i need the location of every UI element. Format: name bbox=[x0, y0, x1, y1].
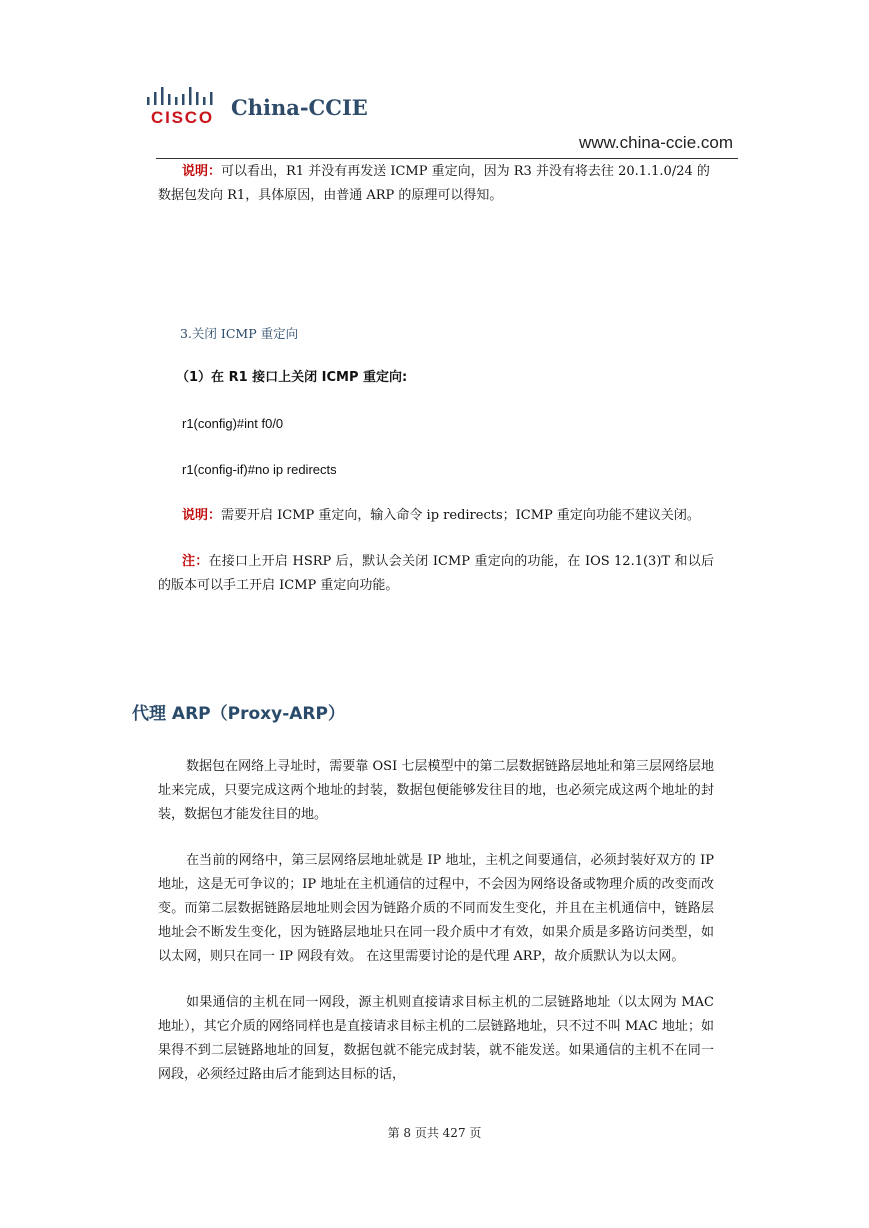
cisco-wordmark: CISCO bbox=[151, 108, 214, 127]
header-divider bbox=[156, 158, 738, 159]
page-footer: 第 8 页共 427 页 bbox=[387, 1126, 482, 1140]
step-title: （1）在 R1 接口上关闭 ICMP 重定向: bbox=[176, 370, 408, 385]
hsrp-note bbox=[158, 550, 714, 598]
page-header bbox=[0, 0, 869, 170]
paragraph: 如果通信的主机在同一网段，源主机则直接请求目标主机的二层链路地址（以太网为 MAC 地址），其它介质的网络同样也是直接请求目标主机的二层链路地址，只不过不叫 MAC 地址；如果得不到二层链路地址的回复，数据包就不能完成封装，就不能发送。如果通信的主机不在同一网段，必须经过路由后才能到达目标的话， bbox=[158, 995, 714, 1082]
command-line: r1(config-if)#no ip redirects bbox=[182, 462, 337, 477]
paragraph: 数据包在网络上寻址时，需要靠 OSI 七层模型中的第二层数据链路层地址和第三层网络层地址来完成，只要完成这两个地址的封装，数据包便能够发往目的地，也必须完成这两个地址的封装，数据包才能发往目的地。 bbox=[158, 759, 714, 822]
command-line: r1(config)#int f0/0 bbox=[182, 416, 284, 431]
section-title: 3.关闭 ICMP 重定向 bbox=[180, 326, 299, 341]
proxy-arp-heading: 代理 ARP（Proxy-ARP） bbox=[132, 704, 345, 724]
content-top bbox=[158, 160, 714, 598]
cisco-bridge-bars-icon bbox=[145, 84, 225, 108]
note-label: 说明： bbox=[182, 164, 222, 179]
note-text: 需要开启 ICMP 重定向，输入命令 ip redirects；ICMP 重定向功能不建议关闭。 bbox=[221, 508, 700, 523]
proxy-arp-body bbox=[158, 755, 714, 1087]
paragraph: 在当前的网络中，第三层网络层地址就是 IP 地址，主机之间要通信，必须封装好双方的 IP 地址，这是无可争议的；IP 地址在主机通信的过程中，不会因为网络设备或物理介质的改变而改变。而第二层数据链路层地址则会因为链路介质的不同而发生变化，并且在主机通信中，链路层地址会不断发生变化，因为链路层地址只在同一段介质中才有效，如果介质是多路访问类型，如以太网，则只在同一 IP 网段有效。 在这里需要讨论的是代理 ARP，故介质默认为以太网。 bbox=[158, 853, 714, 964]
china-ccie-logo bbox=[145, 84, 385, 134]
redirect-enable-note bbox=[158, 504, 714, 528]
redirect-note bbox=[158, 160, 714, 208]
logo-site-name: China-CCIE bbox=[231, 95, 368, 120]
note-label: 说明： bbox=[182, 508, 222, 523]
warn-label: 注： bbox=[182, 554, 209, 569]
site-url[interactable]: www.china-ccie.com bbox=[579, 133, 733, 152]
note-text: 可以看出，R1 并没有再发送 ICMP 重定向，因为 R3 并没有将去往 20.1.1.0/24 的数据包发向 R1，具体原因，由普通 ARP 的原理可以得知。 bbox=[158, 164, 710, 203]
warn-text: 在接口上开启 HSRP 后，默认会关闭 ICMP 重定向的功能，在 IOS 12.1(3)T 和以后的版本可以手工开启 ICMP 重定向功能。 bbox=[158, 554, 714, 593]
